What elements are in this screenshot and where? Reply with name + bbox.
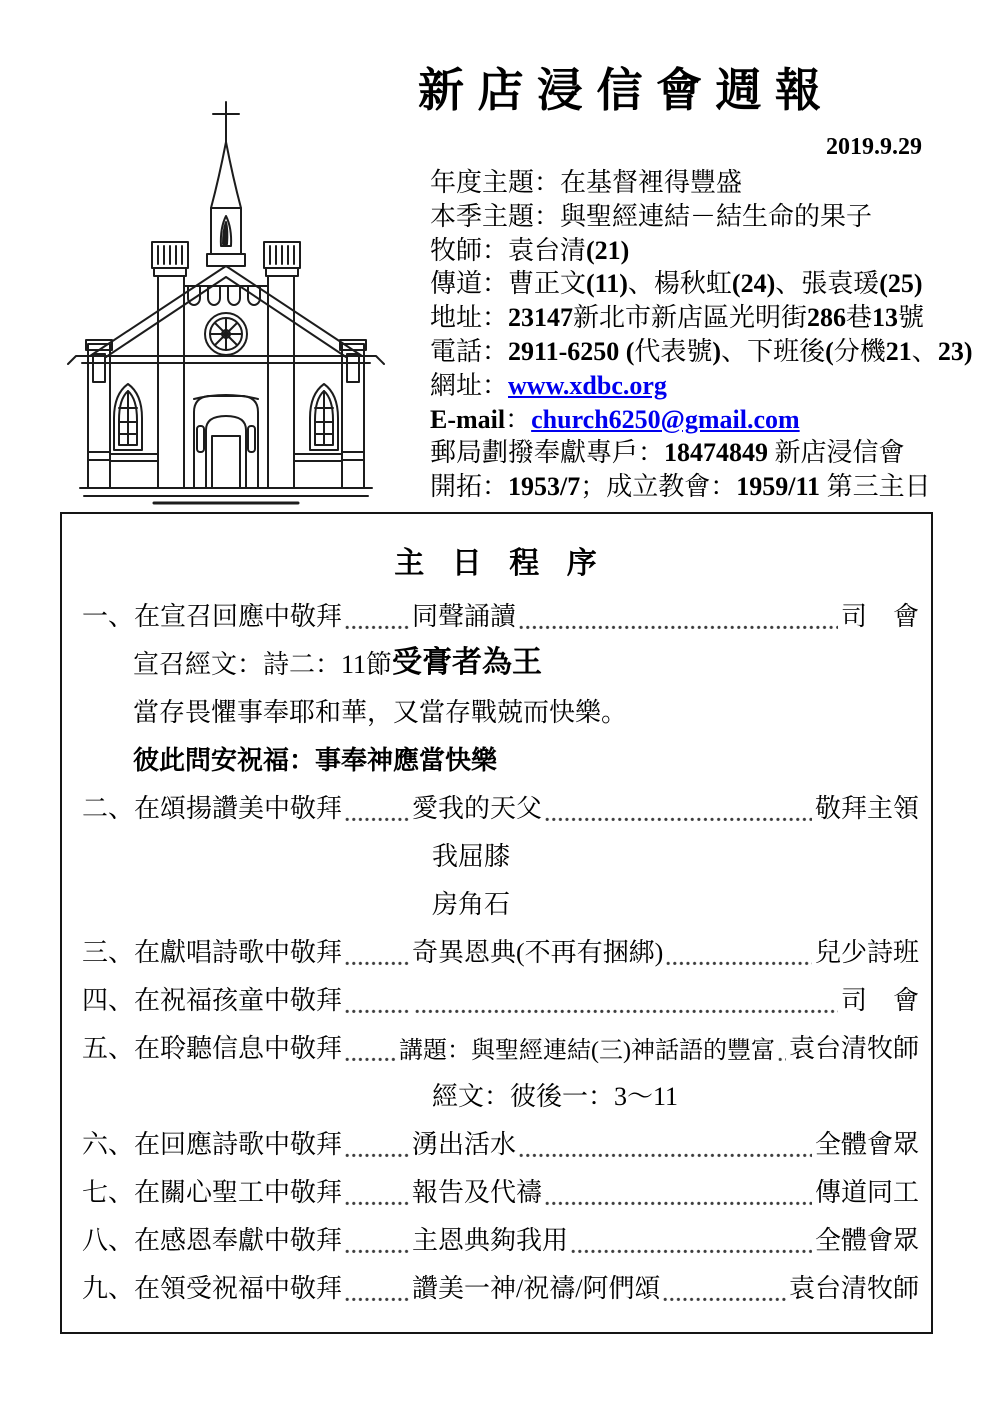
- leader-dots: [345, 1249, 409, 1254]
- sunday-service-box: [60, 512, 933, 1334]
- program-item-label: 五、在聆聽信息中敬拜: [82, 1034, 343, 1063]
- leader-dots: [345, 1153, 409, 1158]
- leader-dots: [545, 1201, 812, 1206]
- text-segment: 本季主題：與聖經連結－結生命的果子: [430, 201, 873, 231]
- text-segment: 分機: [833, 336, 886, 366]
- text-segment: 1959/11: [736, 472, 821, 502]
- program-row: [82, 1122, 919, 1170]
- issue-date: 2019.9.29: [826, 134, 922, 160]
- program-subline: [82, 1074, 919, 1122]
- program-item-content: 湧出活水: [412, 1130, 517, 1159]
- text-segment: 21: [885, 336, 912, 366]
- text-segment: 號: [898, 303, 925, 333]
- leader-dots: [345, 817, 409, 822]
- program-row-left-cell: [82, 980, 412, 1017]
- text-segment: 受膏者為王: [392, 646, 543, 679]
- text-segment: 23147: [508, 303, 574, 333]
- leader-dots: [345, 1009, 409, 1014]
- leader-dots: [345, 1057, 396, 1062]
- program-row: [82, 1266, 919, 1314]
- leader-dots: [345, 1201, 409, 1206]
- text-segment: 彼此問安祝福：事奉神應當快樂: [133, 746, 498, 775]
- info-line: [430, 200, 975, 234]
- program-item-person: 袁台清牧師: [788, 1034, 919, 1063]
- program-item-label: 四、在祝福孩童中敬拜: [82, 986, 343, 1015]
- leader-dots: [666, 961, 812, 966]
- leader-dots: [519, 625, 838, 630]
- text-segment: 18474849: [664, 438, 769, 468]
- program-item-person: 傳道同工: [814, 1178, 919, 1207]
- page-title: 新 店 浸 信 會 週 報: [418, 65, 822, 116]
- text-segment: 、楊秋虹: [627, 269, 732, 299]
- program-item-person: 全體會眾: [814, 1130, 919, 1159]
- program-item-person: 袁台清牧師: [788, 1274, 919, 1303]
- text-segment: (: [825, 336, 834, 366]
- leader-dots: [545, 817, 812, 822]
- program-row-left-cell: [82, 1268, 412, 1305]
- text-segment: 開拓：: [430, 472, 509, 502]
- program-row: [82, 1026, 919, 1074]
- program-row-left-cell: [82, 596, 412, 633]
- text-segment: 、張袁瑗: [775, 269, 880, 299]
- text-segment: 地址：: [430, 303, 509, 333]
- text-segment: 代表號: [634, 336, 713, 366]
- info-line: [430, 470, 975, 504]
- program-item-label: 一、在宣召回應中敬拜: [82, 602, 343, 631]
- text-segment: 新北市新店區光明街: [573, 303, 808, 333]
- program-subline: [82, 642, 919, 690]
- program-row: [82, 1170, 919, 1218]
- program-subline: [82, 738, 919, 786]
- text-segment: 我屈膝: [432, 842, 511, 871]
- text-segment: 2911-6250 (: [508, 336, 635, 366]
- text-segment: 23): [937, 336, 973, 366]
- info-line: [430, 267, 975, 301]
- text-segment: 第三主日: [820, 472, 931, 502]
- program-row-left-cell: [82, 1172, 412, 1209]
- program-row: [82, 930, 919, 978]
- program-item-content: 奇異恩典(不再有捆綁): [412, 938, 664, 967]
- program-row: [82, 786, 919, 834]
- text-segment: 郵局劃撥奉獻專戶：: [430, 438, 665, 468]
- program-row-left-cell: [82, 932, 412, 969]
- program-item-content: 同聲誦讀: [412, 602, 517, 631]
- text-segment: 、: [911, 336, 938, 366]
- program-row: [82, 594, 919, 642]
- program-item-content: 講題：與聖經連結(三)神話語的豐富: [399, 1038, 775, 1064]
- text-segment: 當存畏懼事奉耶和華，又當存戰兢而快樂。: [133, 698, 628, 727]
- program-subline: [82, 882, 919, 930]
- leader-dots: [519, 1153, 812, 1158]
- program-item-person: 司 會: [840, 986, 919, 1015]
- program-item-person: 兒少詩班: [814, 938, 919, 967]
- program-row: [82, 1218, 919, 1266]
- leader-dots: [415, 1009, 838, 1014]
- text-segment: ：: [505, 404, 532, 434]
- text-segment: E-mail: [430, 404, 506, 434]
- program-item-person: 司 會: [840, 602, 919, 631]
- text-segment: 1953/7: [508, 472, 581, 502]
- service-title: 主 日 程 序: [394, 547, 607, 580]
- info-line: [430, 436, 975, 470]
- leader-dots: [778, 1057, 786, 1062]
- program-item-label: 七、在關心聖工中敬拜: [82, 1178, 343, 1207]
- text-segment: 傳道：曹正文: [430, 269, 587, 299]
- text-segment: 網址：: [430, 370, 509, 400]
- text-segment: 牧師：袁台清: [430, 235, 587, 265]
- text-segment: (24): [731, 269, 776, 299]
- text-segment: 房角石: [432, 890, 511, 919]
- leader-dots: [571, 1249, 812, 1254]
- program-row-left-cell: [82, 1028, 399, 1065]
- info-line: [430, 166, 975, 200]
- text-segment: 電話：: [430, 336, 509, 366]
- program-item-content: 愛我的天父: [412, 794, 543, 823]
- info-line: [430, 369, 975, 403]
- text-segment: 經文：彼後一：3～11: [432, 1082, 679, 1111]
- text-segment: 13: [872, 303, 899, 333]
- program-item-label: 九、在領受祝福中敬拜: [82, 1274, 343, 1303]
- info-lines: [430, 166, 975, 504]
- program-item-label: 八、在感恩奉獻中敬拜: [82, 1226, 343, 1255]
- info-line: [430, 301, 975, 335]
- program-item-content: 主恩典夠我用: [412, 1226, 569, 1255]
- text-segment: (21): [586, 235, 630, 265]
- program-rows: [82, 594, 919, 1314]
- program-item-label: 二、在頌揚讚美中敬拜: [82, 794, 343, 823]
- text-segment: 、下班後: [721, 336, 826, 366]
- text-segment: 年度主題：在基督裡得豐盛: [430, 168, 743, 197]
- program-item-person: 全體會眾: [814, 1226, 919, 1255]
- program-row-left-cell: [82, 1124, 412, 1161]
- leader-dots: [345, 625, 409, 630]
- text-segment: (25): [879, 269, 923, 299]
- text-segment: 宣召經文：詩二：11節: [133, 650, 393, 679]
- program-row-left-cell: [82, 1220, 412, 1257]
- program-subline: [82, 834, 919, 882]
- program-item-content: 報告及代禱: [412, 1178, 543, 1207]
- info-line: [430, 234, 975, 268]
- text-segment: ；成立教會：: [580, 472, 737, 502]
- hyperlink[interactable]: church6250@gmail.com: [531, 404, 800, 434]
- program-subline: [82, 690, 919, 738]
- program-row-left-cell: [82, 788, 412, 825]
- text-segment: ): [712, 336, 722, 366]
- leader-dots: [345, 961, 409, 966]
- text-segment: (11): [586, 269, 628, 299]
- program-item-label: 六、在回應詩歌中敬拜: [82, 1130, 343, 1159]
- info-line: [430, 335, 975, 369]
- cross-icon: [213, 102, 239, 142]
- leader-dots: [663, 1297, 786, 1302]
- program-item-person: 敬拜主領: [814, 794, 919, 823]
- program-item-content: 讚美一神/祝禱/阿們頌: [412, 1274, 661, 1303]
- text-segment: 巷: [846, 303, 873, 333]
- hyperlink[interactable]: www.xdbc.org: [508, 370, 667, 400]
- info-line: [430, 403, 975, 437]
- church-illustration: [66, 96, 386, 506]
- text-segment: 286: [807, 303, 847, 333]
- program-item-label: 三、在獻唱詩歌中敬拜: [82, 938, 343, 967]
- program-row: [82, 978, 919, 1026]
- text-segment: 新店浸信會: [768, 438, 905, 468]
- leader-dots: [345, 1297, 409, 1302]
